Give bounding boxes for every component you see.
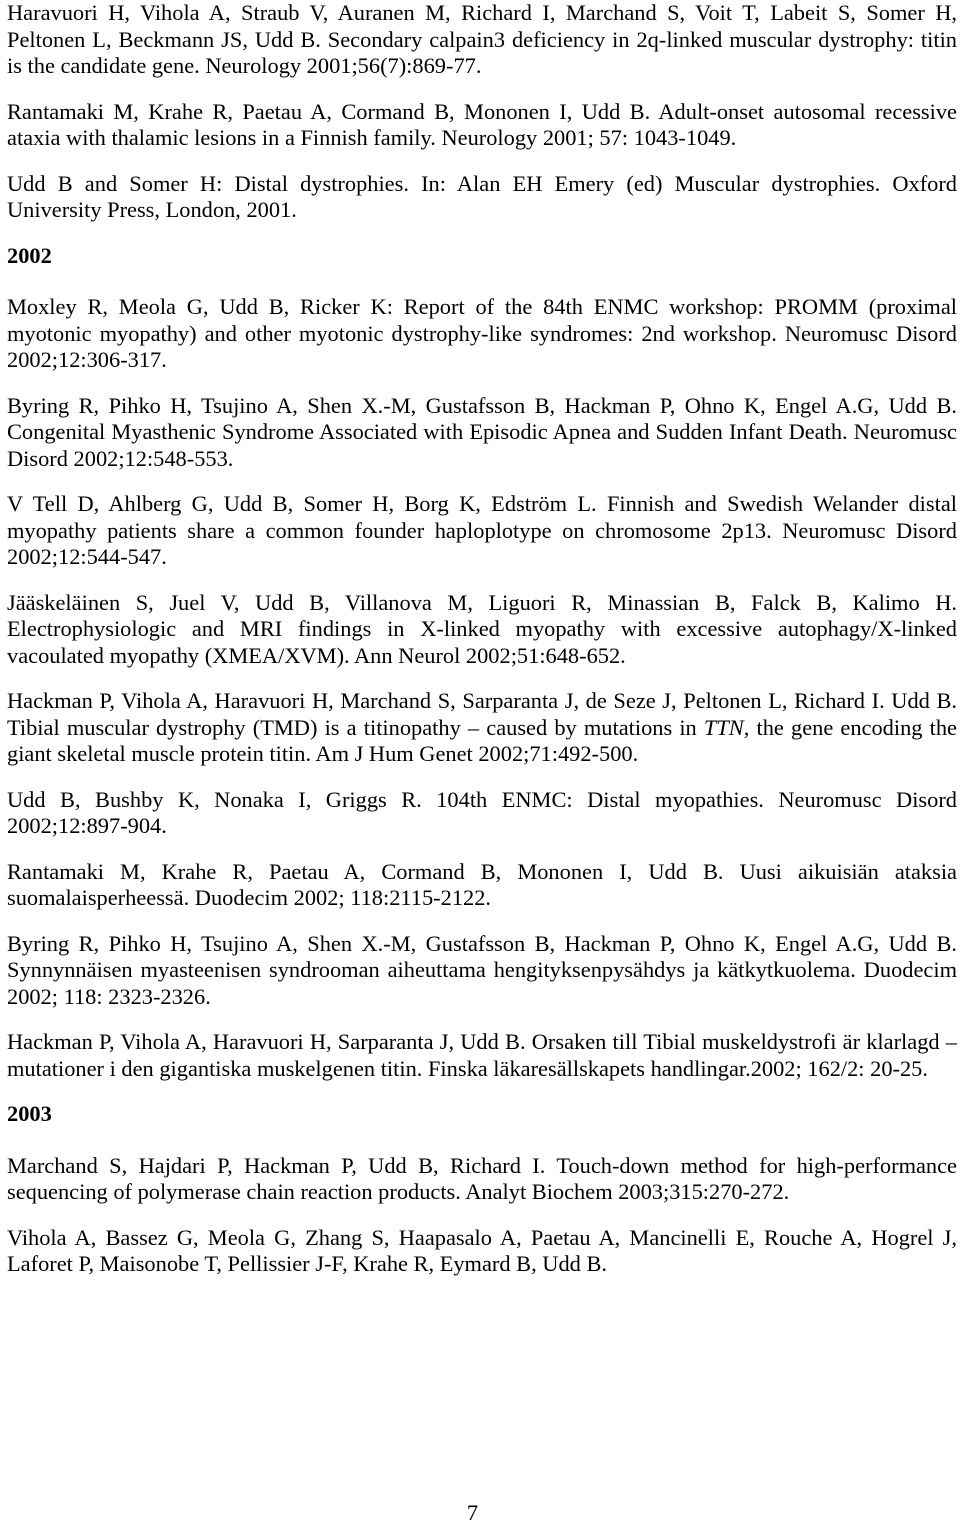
- reference-text: Marchand S, Hajdari P, Hackman P, Udd B, Richard I. Touch-down method for high-performance sequencing of polymerase chain reaction products. Analyt Biochem 2003;315:270-272.: [7, 1152, 957, 1204]
- reference-entry: [7, 787, 957, 840]
- reference-entry: [7, 393, 957, 473]
- reference-text: Rantamaki M, Krahe R, Paetau A, Cormand B, Mononen I, Udd B. Uusi aikuisiän ataksia suomalaisperheessä. Duodecim 2002; 118:2115-2122.: [7, 858, 957, 910]
- year-heading: 2003: [7, 1101, 52, 1126]
- reference-entry: [7, 1029, 957, 1082]
- page-number: 7: [466, 1500, 479, 1525]
- reference-text: Hackman P, Vihola A, Haravuori H, Sarparanta J, Udd B. Orsaken till Tibial muskeldystrofi är klarlagd – mutationer i den gigantiska muskelgenen titin. Finska läkaresällskapets handlingar.2002; 162/2: 20-25.: [7, 1029, 957, 1081]
- reference-text: Jääskeläinen S, Juel V, Udd B, Villanova M, Liguori R, Minassian B, Falck B, Kalimo H. Electrophysiologic and MRI findings in X-linked myopathy with excessive autophagy/X-linked vacoulated myopathy (XMEA/XVM). Ann Neurol 2002;51:648-652.: [7, 589, 957, 668]
- reference-text: Byring R, Pihko H, Tsujino A, Shen X.-M, Gustafsson B, Hackman P, Ohno K, Engel A.G, Udd B. Synnynnäisen myasteenisen syndrooman aiheuttama hengityksenpysähdys ja kätkytkuolema. Duodecim 2002; 118: 2323-2326.: [7, 930, 957, 1009]
- reference-text-part: , the gene encoding the giant skeletal muscle protein titin. Am J Hum Genet 2002;71:492-500.: [7, 714, 957, 766]
- reference-entry: [7, 1153, 957, 1206]
- reference-entry: [7, 0, 957, 80]
- reference-entry: [7, 171, 957, 224]
- reference-entry: [7, 859, 957, 912]
- reference-text: Vihola A, Bassez G, Meola G, Zhang S, Haapasalo A, Paetau A, Mancinelli E, Rouche A, Hogrel J, Laforet P, Maisonobe T, Pellissier J-F, Krahe R, Eymard B, Udd B.: [7, 1224, 957, 1276]
- reference-text: Rantamaki M, Krahe R, Paetau A, Cormand B, Mononen I, Udd B. Adult-onset autosomal recessive ataxia with thalamic lesions in a Finnish family. Neurology 2001; 57: 1043-1049.: [7, 98, 957, 150]
- reference-text-part: Hackman P, Vihola A, Haravuori H, Marchand S, Sarparanta J, de Seze J, Peltonen L, Richard I. Udd B. Tibial muscular dystrophy (TMD) is a titinopathy – caused by mutations in: [7, 688, 957, 740]
- reference-text: Udd B and Somer H: Distal dystrophies. In: Alan EH Emery (ed) Muscular dystrophies. Oxford University Press, London, 2001.: [7, 170, 957, 222]
- year-heading: 2002: [7, 242, 52, 268]
- gene-name-italic: TTN: [703, 714, 744, 740]
- reference-entry: [7, 294, 957, 374]
- reference-entry: [7, 99, 957, 152]
- reference-entry: [7, 491, 957, 571]
- reference-entry: [7, 931, 957, 1011]
- reference-text: V Tell D, Ahlberg G, Udd B, Somer H, Borg K, Edström L. Finnish and Swedish Welander distal myopathy patients share a common founder haploplotype on chromosome 2p13. Neuromusc Disord 2002;12:544-547.: [7, 491, 957, 569]
- reference-entry: [7, 590, 957, 670]
- reference-text: Haravuori H, Vihola A, Straub V, Auranen M, Richard I, Marchand S, Voit T, Labeit S, Somer H, Peltonen L, Beckmann JS, Udd B. Secondary calpain3 deficiency in 2q-linked muscular dystrophy: titin is the candidate gene. Neurology 2001;56(7):869-77.: [7, 0, 957, 78]
- reference-entry: [7, 688, 957, 768]
- reference-list: [7, 0, 957, 1278]
- reference-entry: [7, 1225, 957, 1278]
- reference-text: Udd B, Bushby K, Nonaka I, Griggs R. 104th ENMC: Distal myopathies. Neuromusc Disord 2002;12:897-904.: [7, 786, 957, 838]
- reference-text: Byring R, Pihko H, Tsujino A, Shen X.-M, Gustafsson B, Hackman P, Ohno K, Engel A.G, Udd B. Congenital Myasthenic Syndrome Associated with Episodic Apnea and Sudden Infant Death. Neuromusc Disord 2002;12:548-553.: [7, 392, 957, 471]
- reference-text: Moxley R, Meola G, Udd B, Ricker K: Report of the 84th ENMC workshop: PROMM (proximal myotonic myopathy) and other myotonic dystrophy-like syndromes: 2nd workshop. Neuromusc Disord 2002;12:306-317.: [7, 294, 957, 372]
